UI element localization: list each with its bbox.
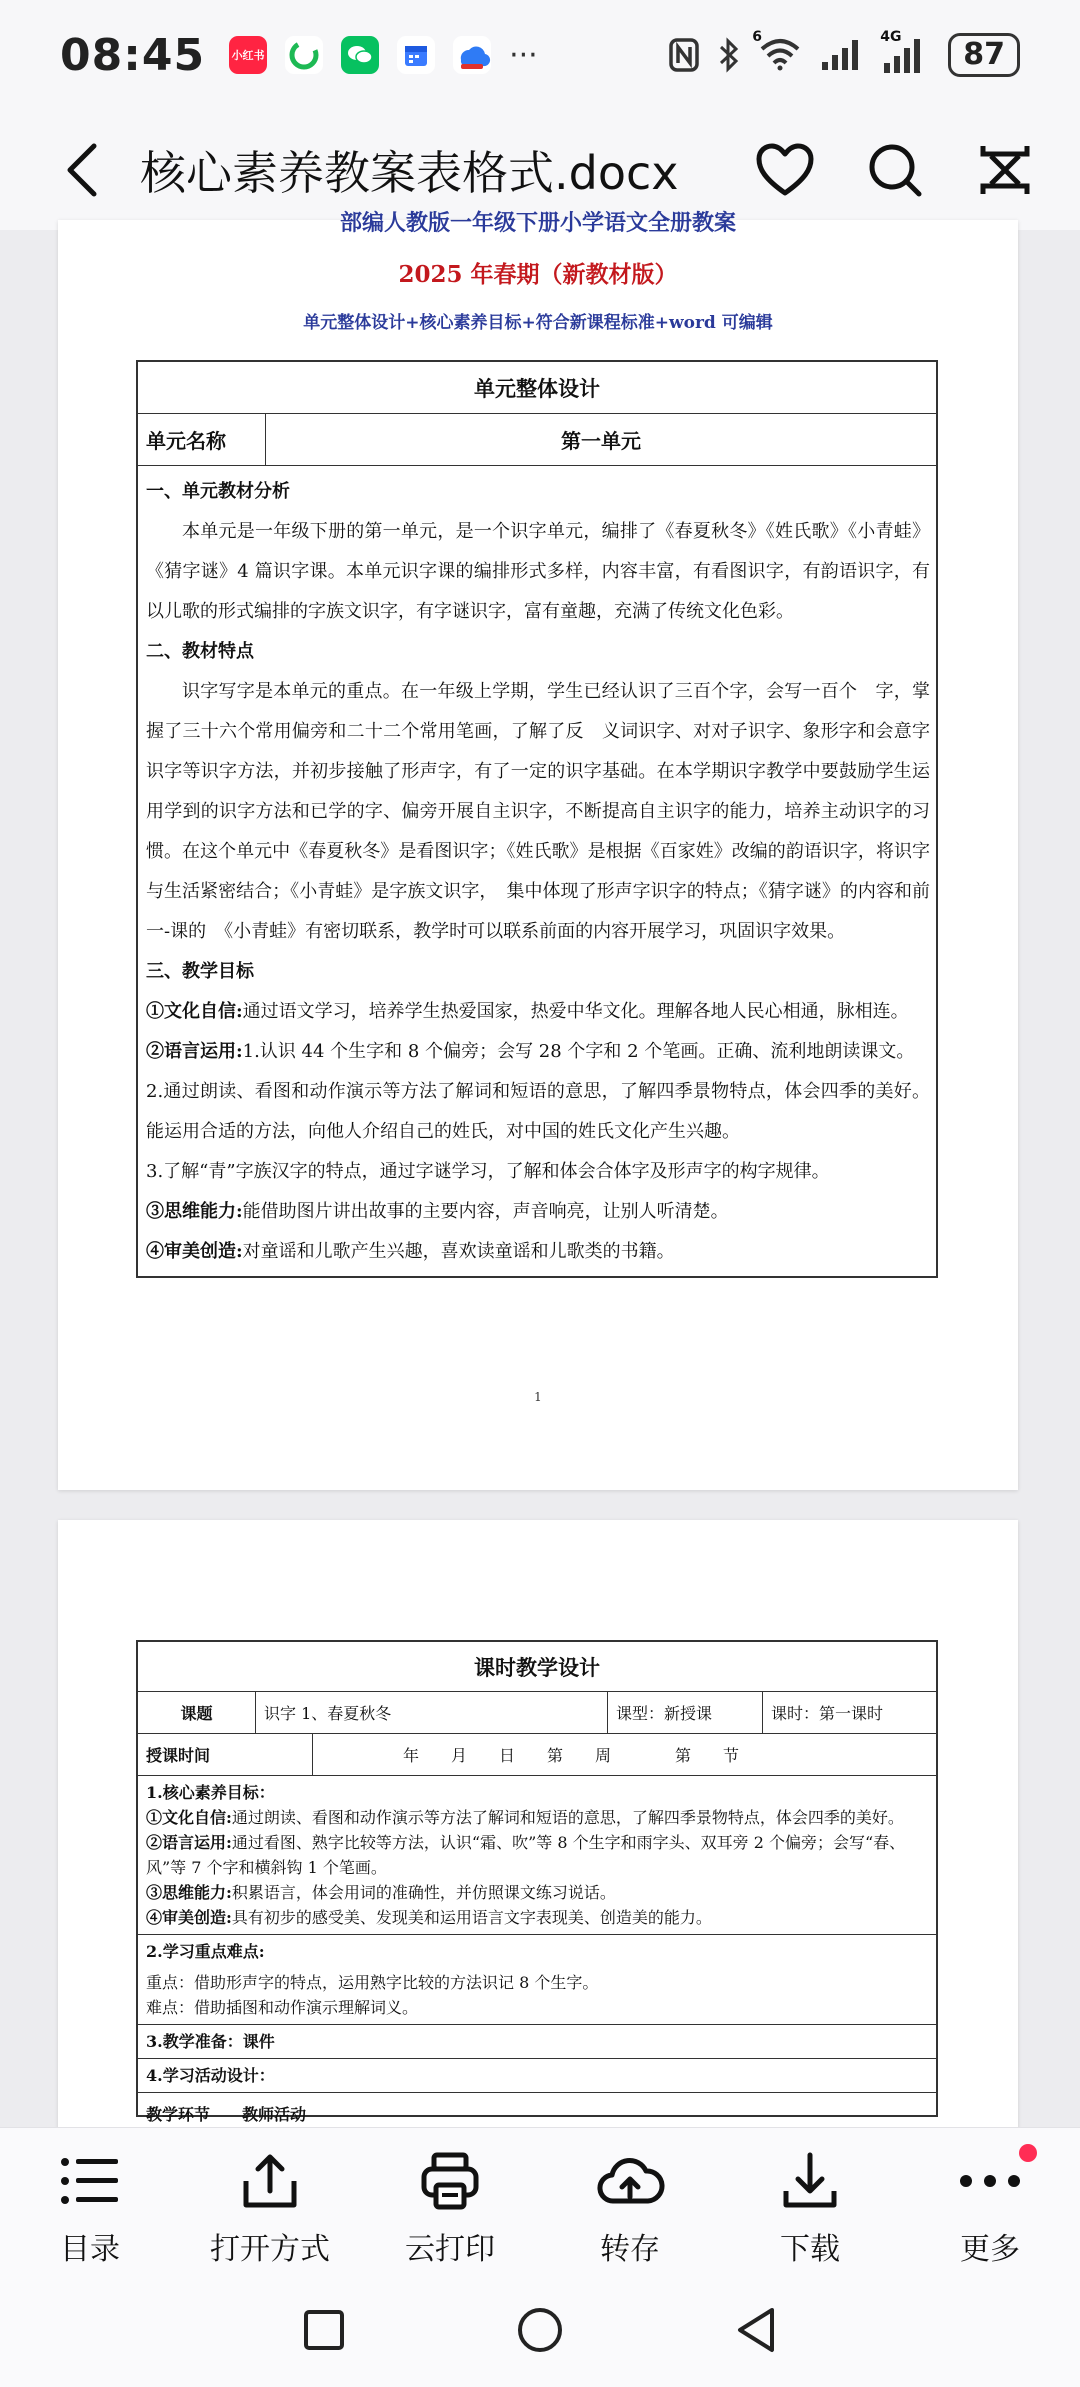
download-label: 下载 (780, 2232, 840, 2267)
download-icon (775, 2146, 845, 2216)
doc-header-line2: 2025 年春期（新教材版） (398, 261, 678, 288)
status-time: 08:45 (60, 29, 206, 81)
xiaohongshu-label: 小红书 (231, 49, 265, 62)
activity-header-row: 教学环节 教师活动 (146, 2105, 307, 2124)
download-button[interactable] (725, 2146, 895, 2268)
core-goal-2-label: ②语言运用: (146, 1833, 232, 1852)
core-goal-2-text: 通过看图、熟字比较等方法，认识“霜、吹”等 8 个生字和雨字头、双耳旁 2 个偏旁；会写“春、风”等 7 个字和横斜钩 1 个笔画。 (146, 1833, 906, 1877)
unit-design-table (136, 360, 938, 1278)
wifi-group (752, 29, 802, 75)
battery-indicator: 87 (948, 33, 1020, 77)
wifi-badge: 6 (752, 29, 762, 45)
core-goal-3-text: 积累语言，体会用词的准确性，并仿照课文练习说话。 (231, 1883, 616, 1902)
favorite-button[interactable] (750, 135, 820, 205)
goal-1 (146, 992, 930, 1032)
goal-2-text-2: 2.通过朗读、看图和动作演示等方法了解词和短语的意思，了解四季景物特点，体会四季的美好。能运用合适的方法，向他人介绍自己的姓氏，对中国的姓氏文化产生兴趣。 (146, 1081, 930, 1142)
core-goal-4-text: 具有初步的感受美、发现美和运用语言文字表现美、创造美的能力。 (231, 1908, 712, 1927)
time-row (138, 1734, 936, 1776)
cloud-save-icon (595, 2146, 665, 2216)
time-label: 授课时间 (138, 1734, 313, 1775)
more-label: 更多 (960, 2232, 1020, 2267)
triangle-back-icon (734, 2306, 778, 2354)
unit-name-label: 单元名称 (138, 414, 266, 465)
core-goal-1 (146, 1805, 928, 1830)
core-goal-2 (146, 1830, 928, 1880)
read-mode-icon (977, 142, 1033, 198)
doc-header-line3: 单元整体设计+核心素养目标+符合新课程标准+word 可编辑 (303, 313, 773, 333)
bottom-toolbar (0, 2127, 1080, 2277)
time-value: 年 月 日 第 周 第 节 (403, 1746, 740, 1765)
baidu-netdisk-icon (453, 36, 491, 74)
open-with-label: 打开方式 (210, 2232, 330, 2267)
lesson-label: 课题 (138, 1692, 256, 1733)
goal-2 (146, 1032, 930, 1072)
more-icon (955, 2146, 1025, 2216)
more-button[interactable] (905, 2146, 1075, 2268)
printer-icon (415, 2146, 485, 2216)
green-app-icon (285, 36, 323, 74)
section-1-title: 一、单元教材分析 (146, 481, 290, 502)
core-goals-block (138, 1776, 936, 1935)
back-arrow-icon (64, 142, 100, 198)
goal-3-text: 能借助图片讲出故事的主要内容，声音响亮，让别人听清楚。 (242, 1201, 729, 1222)
home-button[interactable] (516, 2306, 564, 2358)
signal-4g-group (880, 29, 930, 75)
system-nav-bar (0, 2277, 1080, 2387)
core-goal-1-label: ①文化自信: (146, 1808, 232, 1827)
bluetooth-icon (718, 37, 740, 73)
title-actions (750, 135, 1040, 205)
goal-2-text: 1.认识 44 个生字和 8 个偏旁；会写 28 个字和 2 个笔画。正确、流利地朗读课文。 (242, 1041, 915, 1062)
xiaohongshu-icon (229, 36, 267, 74)
core-goal-3 (146, 1880, 928, 1905)
signal-icon-1 (820, 38, 862, 72)
doc-header-line1: 部编人教版一年级下册小学语文全册教案 (339, 210, 736, 236)
cloud-print-label: 云打印 (405, 2232, 495, 2267)
square-icon (302, 2308, 346, 2352)
key-points-title: 2.学习重点难点: (146, 1942, 265, 1961)
search-icon (866, 141, 924, 199)
core-goals-title: 1.核心素养目标： (146, 1783, 275, 1802)
notification-icons (229, 36, 538, 74)
calendar-icon (397, 36, 435, 74)
key-points-block (138, 1935, 936, 2025)
document-page-2 (58, 1520, 1018, 2220)
unit-name-value: 第一单元 (561, 429, 641, 453)
goal-1-label: ①文化自信: (146, 1001, 243, 1022)
lesson-type: 课型：新授课 (608, 1692, 763, 1733)
goal-4-label: ④审美创造: (146, 1241, 243, 1262)
save-to-cloud-label: 转存 (600, 2232, 660, 2267)
lesson-value: 识字 1、春夏秋冬 (256, 1692, 608, 1733)
unit-table-title: 单元整体设计 (138, 362, 936, 414)
section-2-title: 二、教材特点 (146, 641, 254, 662)
difficulty-text: 难点：借助插图和动作演示理解词义。 (146, 1998, 419, 2017)
share-icon (235, 2146, 305, 2216)
cloud-print-button[interactable] (365, 2146, 535, 2268)
goal-3 (146, 1192, 930, 1232)
wechat-icon (341, 36, 379, 74)
goal-2-text-3: 3.了解“青”字族汉字的特点，通过字谜学习，了解和体会合体字及形声字的构字规律。 (146, 1161, 830, 1182)
search-button[interactable] (860, 135, 930, 205)
nfc-icon (668, 37, 700, 73)
lesson-table-title: 课时教学设计 (138, 1642, 936, 1692)
goal-1-text: 通过语文学习，培养学生热爱国家，热爱中华文化。理解各地人民心相通，脉相连。 (242, 1001, 909, 1022)
document-viewer[interactable] (0, 210, 1080, 2127)
goal-2-label: ②语言运用: (146, 1041, 243, 1062)
core-goal-1-text: 通过朗读、看图和动作演示等方法了解词和短语的意思，了解四季景物特点，体会四季的美好。 (231, 1808, 904, 1827)
status-bar (0, 0, 1080, 110)
list-icon (55, 2146, 125, 2216)
prep-row: 3.教学准备：课件 (138, 2025, 936, 2059)
section-1-text: 本单元是一年级下册的第一单元，是一个识字单元，编排了《春夏秋冬》《姓氏歌》《小青蛙》《猜字谜》4 篇识字课。本单元识字课的编排形式多样，内容丰富，有看图识字，有韵语识字，有以儿歌的形式编排的字族文识字，有字谜识字，富有童趣，充满了传统文化色彩。 (146, 521, 930, 622)
core-goal-4-label: ④审美创造: (146, 1908, 232, 1927)
signal-icon-2 (880, 35, 930, 75)
recents-button[interactable] (302, 2308, 346, 2356)
toc-button[interactable] (5, 2146, 175, 2268)
unit-table-body (138, 466, 936, 1276)
page-number: 1 (534, 1390, 542, 1404)
back-nav-button[interactable] (734, 2306, 778, 2358)
more-notifications-icon: ··· (509, 37, 538, 73)
unit-name-row (138, 414, 936, 466)
goal-3-label: ③思维能力: (146, 1201, 243, 1222)
lesson-period: 课时：第一课时 (771, 1704, 884, 1723)
lesson-design-table (136, 1640, 938, 2124)
notification-dot (1019, 2144, 1037, 2162)
core-goal-4 (146, 1905, 928, 1930)
document-title: 核心素养教案表格式.docx (140, 146, 679, 200)
open-with-button[interactable] (185, 2146, 355, 2268)
document-page-1 (58, 210, 1018, 1490)
back-button[interactable] (40, 125, 130, 215)
heart-icon (755, 143, 815, 197)
activity-design-row: 4.学习活动设计： (138, 2059, 936, 2093)
goal-4 (146, 1232, 930, 1272)
section-2-text: 识字写字是本单元的重点。在一年级上学期，学生已经认识了三百个字，会写一百个 字，掌握了三十六个常用偏旁和二十二个常用笔画，了解了反 义词识字、对对子识字、象形字和会意字识字等识字方法，并初步接触了形声字，有了一定的识字基础。在本学期识字教学中要鼓励学生运用学到的识字方法和已学的字、偏旁开展自主识字，不断提高自主识字的能力，培养主动识字的习惯。在这个单元中《春夏秋冬》是看图识字；《姓氏歌》是根据《百家姓》改编的韵语识字，将识字与生活紧密结合；《小青蛙》是字族文识字， 集中体现了形声字识字的特点；《猜字谜》的内容和前一-课的 《小青蛙》有密切联系，教学时可以联系前面的内容开展学习，巩固识字效果。 (146, 681, 930, 942)
wifi-icon (758, 35, 802, 71)
lesson-row (138, 1692, 936, 1734)
read-mode-button[interactable] (970, 135, 1040, 205)
key-point-text: 重点：借助形声字的特点，运用熟字比较的方法识记 8 个生字。 (146, 1973, 599, 1992)
status-right (668, 29, 1020, 77)
goal-4-text: 对童谣和儿歌产生兴趣，喜欢读童谣和儿歌类的书籍。 (242, 1241, 675, 1262)
network-type: 4G (880, 29, 902, 45)
core-goal-3-label: ③思维能力: (146, 1883, 232, 1902)
circle-icon (516, 2306, 564, 2354)
section-3-title: 三、教学目标 (146, 961, 254, 982)
save-to-cloud-button[interactable] (545, 2146, 715, 2268)
toc-label: 目录 (60, 2232, 120, 2267)
